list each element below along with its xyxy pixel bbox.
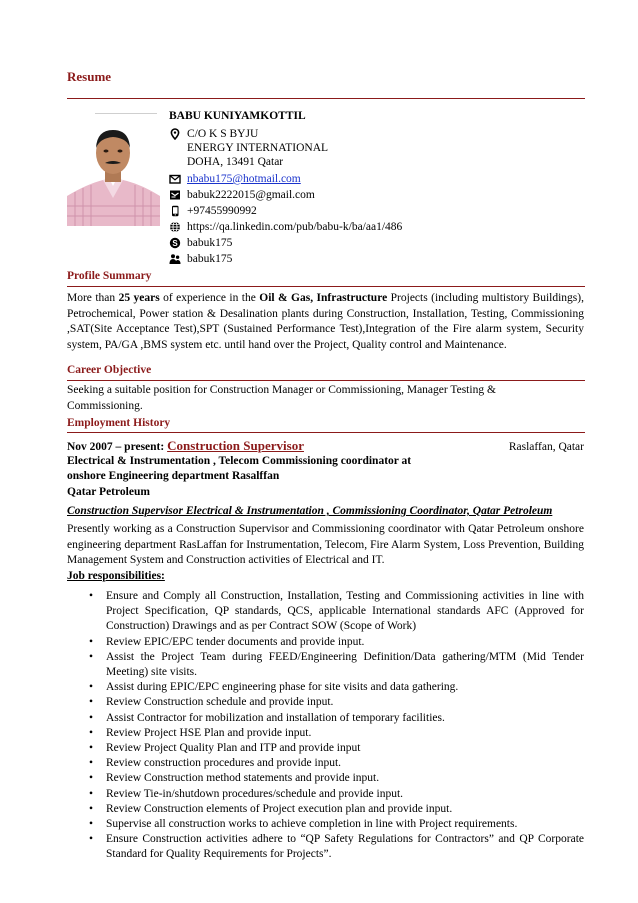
job-dept-line2: onshore Engineering department Rasalffan xyxy=(67,470,280,482)
email-open-icon xyxy=(169,189,181,201)
section-profile-summary: Profile Summary xyxy=(67,270,152,282)
address-line-2: ENERGY INTERNATIONAL xyxy=(187,142,329,154)
list-item: • Supervise all construction works to achieve completion in line with Project requirements. xyxy=(67,817,584,832)
email-secondary: babuk2222015@gmail.com xyxy=(187,189,315,201)
list-item: • Ensure Construction activities adhere to “QP Safety Regulations for Contractors” and QP Corporate Standard for Quality Requirements for Projects”. xyxy=(67,832,584,862)
job-header xyxy=(67,438,304,454)
summary-industry: Oil & Gas, Infrastructure xyxy=(259,292,388,304)
globe-icon xyxy=(169,221,181,233)
users-icon xyxy=(169,253,181,265)
list-item: • Assist the Project Team during FEED/Engineering Definition/Data gathering/MTM (Mid Tender Meeting) site visits. xyxy=(67,650,584,680)
career-objective-text: Seeking a suitable position for Construction Manager or Commissioning, Manager Testing & Commissioning. xyxy=(67,384,496,412)
responsibilities-list xyxy=(67,589,584,863)
list-item: • Review Construction schedule and provide input. xyxy=(67,695,584,710)
svg-text:S: S xyxy=(172,238,178,248)
photo-top-line xyxy=(95,113,157,114)
summary-years: 25 years xyxy=(118,292,160,304)
phone-number: +97455990992 xyxy=(187,205,257,217)
job-company: Qatar Petroleum xyxy=(67,486,150,498)
email-primary-row xyxy=(169,171,301,187)
messenger-row xyxy=(169,251,232,267)
phone-icon xyxy=(169,205,181,217)
summary-mid: of experience in the xyxy=(159,292,260,304)
section-career-objective: Career Objective xyxy=(67,364,152,376)
section-employment-history: Employment History xyxy=(67,417,171,429)
job-description: Presently working as a Construction Supervisor and Commissioning coordinator with Qatar Petroleum onshore engineering department RasLaffan for Instrumentation, Telecom, Fire Alarm System, Loss Prevention, Building Management System and Construction activities of Electrical and IT. xyxy=(67,523,584,566)
resume-heading: Resume xyxy=(67,69,112,84)
job-location: Raslaffan, Qatar xyxy=(508,441,584,453)
linkedin-row xyxy=(169,219,402,235)
list-item: • Ensure and Comply all Construction, Installation, Testing and Commissioning activities in line with Project Specification, QP standards, QCS, applicable International standards AFC (Approved for Construction) Drawings and as per Contract SOW (Scope of Work) xyxy=(67,589,584,635)
email-primary-link[interactable]: nbabu175@hotmail.com xyxy=(187,173,301,185)
skype-row xyxy=(169,235,232,251)
list-item: • Review Construction elements of Project execution plan and provide input. xyxy=(67,802,584,817)
list-item: • Assist during EPIC/EPC engineering phase for site visits and data gathering. xyxy=(67,680,584,695)
linkedin-url: https://qa.linkedin.com/pub/babu-k/ba/aa1/486 xyxy=(187,221,403,233)
envelope-icon xyxy=(169,173,181,185)
address-row xyxy=(169,126,258,142)
job-responsibilities-title: Job responsibilities: xyxy=(67,570,165,582)
list-item: • Review Tie-in/shutdown procedures/schedule and provide input. xyxy=(67,787,584,802)
messenger-handle: babuk175 xyxy=(187,253,233,265)
job-dept-line1: Electrical & Instrumentation , Telecom Commissioning coordinator at xyxy=(67,455,412,467)
list-item: • Review Project HSE Plan and provide input. xyxy=(67,726,584,741)
header-divider xyxy=(67,98,585,99)
skype-handle: babuk175 xyxy=(187,237,233,249)
list-item: • Review construction procedures and provide input. xyxy=(67,756,584,771)
map-pin-icon xyxy=(169,128,181,140)
employment-divider xyxy=(67,432,585,433)
phone-row xyxy=(169,203,257,219)
candidate-name: BABU KUNIYAMKOTTIL xyxy=(169,110,306,122)
summary-post: Projects (including multistory Buildings), Petrochemical, Power station & Desalination plants during Construction, Installation, Testing, Commissioning ,SAT(Site Acceptance Test),SPT (Sustained Performance Test),Integration of the Fire alarm system, Security system, PA/GA ,BMS system etc. until hand over the Project, Quality control and Maintenance. xyxy=(67,292,584,351)
list-item: • Review Project Quality Plan and ITP and provide input xyxy=(67,741,584,756)
profile-summary-text xyxy=(67,291,584,353)
list-item: • Assist Contractor for mobilization and installation of temporary facilities. xyxy=(67,711,584,726)
profile-photo xyxy=(67,118,160,226)
list-item: • Review EPIC/EPC tender documents and provide input. xyxy=(67,635,584,650)
address-line-3: DOHA, 13491 Qatar xyxy=(187,156,284,168)
skype-icon xyxy=(169,237,181,249)
job-role: Construction Supervisor xyxy=(167,438,304,453)
summary-pre: More than xyxy=(67,292,119,304)
career-divider xyxy=(67,380,585,381)
email-secondary-row xyxy=(169,187,315,203)
address-line-1: C/O K S BYJU xyxy=(187,128,259,140)
list-item: • Review Construction method statements and provide input. xyxy=(67,771,584,786)
job-role-full: Construction Supervisor Electrical & Instrumentation , Commissioning Coordinator, Qatar Petroleum xyxy=(67,505,553,517)
job-period: Nov 2007 – present: xyxy=(67,441,168,453)
profile-divider xyxy=(67,286,585,287)
